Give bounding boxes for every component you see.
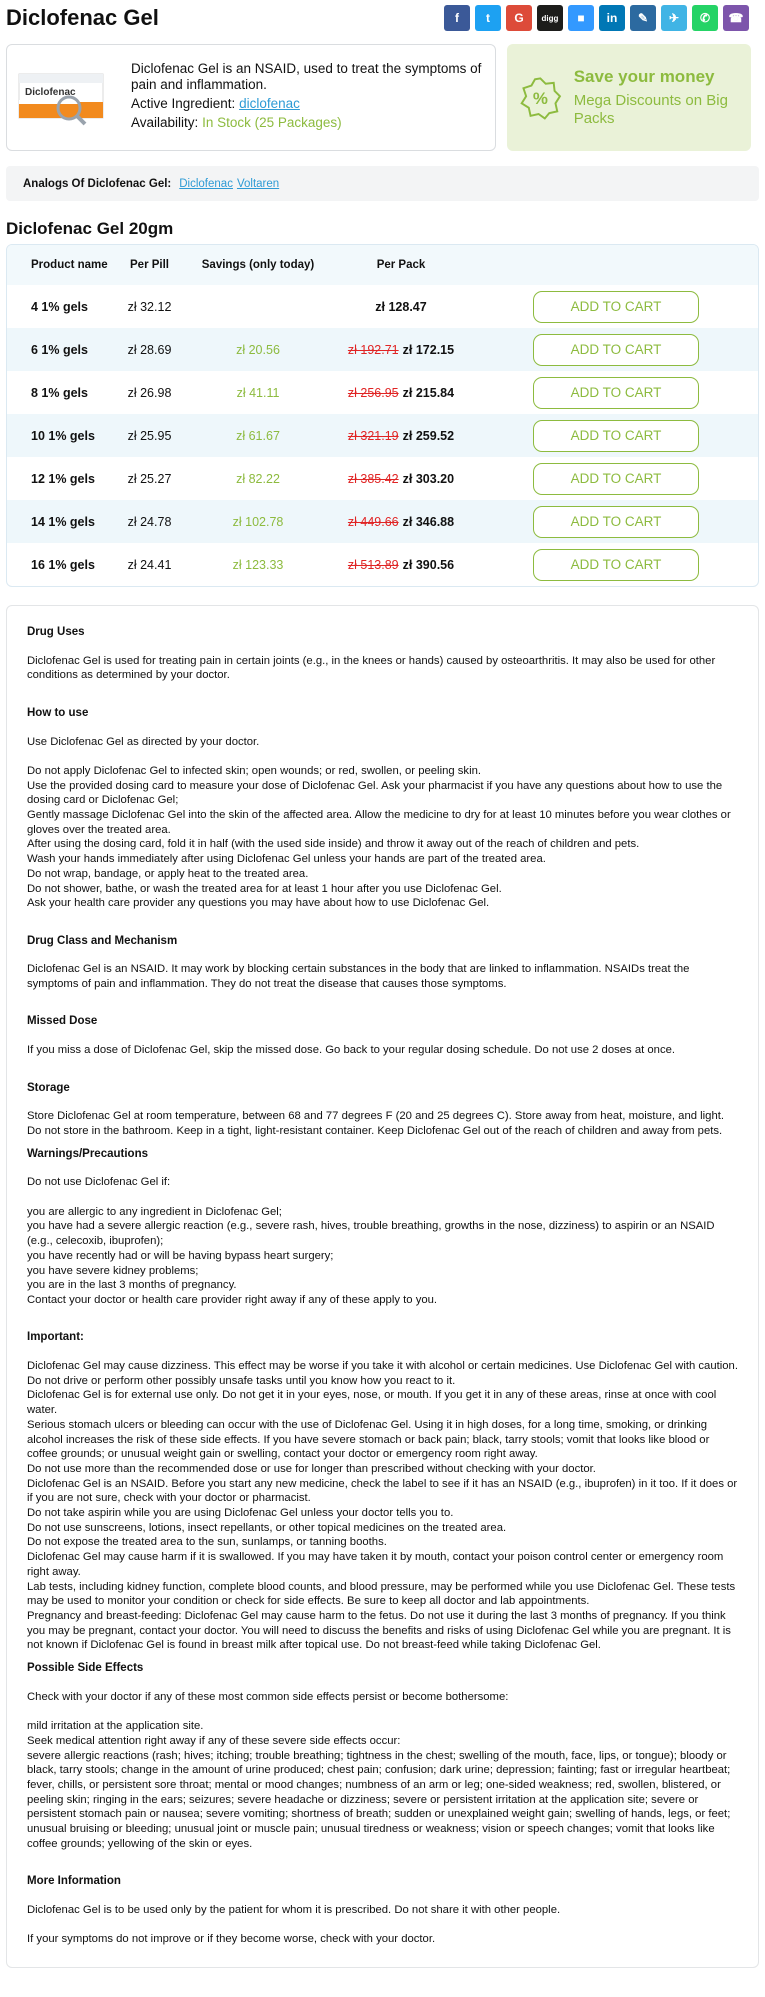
- product-description: Diclofenac Gel is an NSAID, used to treat the symptoms of pain and inflammation.: [131, 61, 482, 92]
- product-card: [6, 44, 496, 151]
- paragraph: Use Diclofenac Gel as directed by your doctor.: [27, 735, 260, 748]
- table-row: [7, 500, 758, 543]
- promo-subtitle: Mega Discounts on Big Packs: [573, 92, 728, 127]
- product-name-cell: 14 1% gels: [31, 514, 95, 529]
- old-price: zł 321.19: [347, 428, 399, 443]
- product-name-cell: 8 1% gels: [31, 385, 88, 400]
- paragraph: Use the provided dosing card to measure your dose of Diclofenac Gel. Ask your pharmacist if you have any questions about how to use the dosing card or Diclofenac Gel;: [27, 779, 723, 807]
- add-to-cart-button[interactable]: ADD TO CART: [533, 420, 699, 452]
- product-box-label: Diclofenac: [25, 87, 76, 98]
- price-table: [6, 244, 759, 587]
- paragraph: Diclofenac Gel is an NSAID. It may work by blocking certain substances in the body that are linked to inflammation. NSAIDs treat the symptoms of pain and inflammation. They do not treat the disease that causes those symptoms.: [27, 963, 690, 991]
- per-pill-cell: zł 25.27: [127, 471, 172, 486]
- page: [0, 1, 765, 1968]
- per-pack-cell: [328, 386, 474, 400]
- viber-icon[interactable]: ☎: [723, 5, 749, 31]
- paragraph: If your symptoms do not improve or if they become worse, check with your doctor.: [27, 1933, 436, 1946]
- paragraph: Check with your doctor if any of these most common side effects persist or become bothersome:: [27, 1690, 509, 1703]
- add-to-cart-button[interactable]: ADD TO CART: [533, 549, 699, 581]
- paragraph: you have had a severe allergic reaction (e.g., severe rash, hives, trouble breathing, growths in the nose, dizziness) to aspirin or an NSAID (e.g., celecoxib, ibuprofen);: [27, 1220, 715, 1248]
- paragraph: Contact your doctor or health care provider right away if any of these apply to you.: [27, 1293, 438, 1306]
- paragraph: Seek medical attention right away if any of these severe side effects occur:: [27, 1734, 401, 1747]
- spacer: [27, 1308, 738, 1323]
- analogs-label: Analogs Of Diclofenac Gel:: [23, 177, 172, 190]
- header-savings: Savings (only today): [201, 259, 315, 271]
- section-heading: Drug Class and Mechanism: [27, 934, 178, 947]
- old-price: zł 385.42: [347, 471, 399, 486]
- header-per-pill: Per Pill: [130, 259, 169, 271]
- ingredient-label: Active Ingredient:: [131, 96, 236, 111]
- section-heading: More Information: [27, 1875, 121, 1888]
- old-price: zł 256.95: [347, 385, 399, 400]
- old-price: zł 449.66: [347, 514, 399, 529]
- spacer: [27, 749, 738, 764]
- paragraph: Do not use more than the recommended dose or use for longer than prescribed without checking with your doctor.: [27, 1462, 596, 1475]
- linkedin-icon[interactable]: in: [599, 5, 625, 31]
- page-title: Diclofenac Gel: [6, 5, 159, 30]
- product-name-cell: 16 1% gels: [31, 557, 95, 572]
- product-info: [131, 55, 491, 131]
- paragraph: you have severe kidney problems;: [27, 1264, 199, 1277]
- promo-text: [574, 67, 751, 128]
- analog-link-voltaren[interactable]: Voltaren: [236, 177, 280, 190]
- section-heading: Storage: [27, 1081, 70, 1094]
- per-pill-cell: zł 25.95: [127, 428, 172, 443]
- current-price: zł 259.52: [402, 428, 455, 443]
- table-row: [7, 285, 758, 328]
- savings-cell: zł 41.11: [236, 385, 280, 400]
- table-row: [7, 371, 758, 414]
- paragraph: you are in the last 3 months of pregnancy.: [27, 1279, 237, 1292]
- per-pack-cell: [328, 558, 474, 572]
- add-to-cart-button[interactable]: ADD TO CART: [533, 334, 699, 366]
- section-heading: Possible Side Effects: [27, 1662, 144, 1675]
- paragraph: Pregnancy and breast-feeding: Diclofenac Gel may cause harm to the fetus. Do not use it during the last 3 months of pregnancy. If you think you may be pregnant, contact your doctor. You will need to discuss the benefits and risks of using Diclofenac Gel while you are pregnant. It is not known if Diclofenac Gel is found in breast milk after topical use. Do not breast-feed while taking Diclofenac Gel.: [27, 1609, 731, 1652]
- per-pack-cell: [328, 515, 474, 529]
- paragraph: Serious stomach ulcers or bleeding can occur with the use of Diclofenac Gel. Using it in high doses, for a long time, smoking, or drinking alcohol increases the risk of these side effects. If you have severe stomach or back pain; black, tarry stools; vomit that looks like blood or coffee grounds; or unusual weight gain or swelling, contact your doctor or emergency room right away.: [27, 1418, 710, 1461]
- section-heading: Missed Dose: [27, 1015, 98, 1028]
- paragraph: Do not use sunscreens, lotions, insect repellants, or other topical medicines on the treated area.: [27, 1521, 507, 1534]
- analog-link-diclofenac[interactable]: Diclofenac: [179, 177, 233, 190]
- add-to-cart-button[interactable]: ADD TO CART: [533, 291, 699, 323]
- product-box-icon: [17, 66, 113, 126]
- paragraph: Diclofenac Gel is to be used only by the patient for whom it is prescribed. Do not share it with other people.: [27, 1903, 561, 1916]
- spacer: [27, 911, 738, 926]
- paragraph: Lab tests, including kidney function, complete blood counts, and blood pressure, may be performed while you use Diclofenac Gel. These tests may be used to monitor your condition or check for side effects. Be sure to keep all doctor and lab appointments.: [27, 1580, 736, 1608]
- old-price: zł 192.71: [347, 342, 399, 357]
- table-header: [7, 245, 758, 285]
- table-body: [7, 285, 758, 586]
- current-price: zł 390.56: [402, 557, 455, 572]
- paragraph: Do not apply Diclofenac Gel to infected skin; open wounds; or red, swollen, or peeling skin.: [27, 764, 482, 777]
- current-price: zł 346.88: [402, 514, 455, 529]
- product-name-cell: 4 1% gels: [31, 299, 88, 314]
- link-icon[interactable]: ✎: [630, 5, 656, 31]
- discount-glyph: %: [532, 88, 548, 108]
- paragraph: you are allergic to any ingredient in Diclofenac Gel;: [27, 1205, 282, 1218]
- per-pill-cell: zł 24.78: [127, 514, 172, 529]
- paragraph: If you miss a dose of Diclofenac Gel, skip the missed dose. Go back to your regular dosing schedule. Do not use 2 doses at once.: [27, 1044, 676, 1057]
- spacer: [27, 992, 738, 1007]
- savings-cell: zł 102.78: [232, 514, 284, 529]
- add-to-cart-button[interactable]: ADD TO CART: [533, 463, 699, 495]
- spacer: [27, 1190, 738, 1205]
- spacer: [27, 1852, 738, 1867]
- paragraph: Do not use Diclofenac Gel if:: [27, 1176, 171, 1189]
- product-header: [6, 44, 759, 151]
- product-name-cell: 10 1% gels: [31, 428, 95, 443]
- per-pill-cell: zł 28.69: [127, 342, 172, 357]
- paragraph: After using the dosing card, fold it in half (with the used side inside) and throw it away out of the reach of children and pets.: [27, 838, 640, 851]
- active-ingredient: [131, 96, 491, 112]
- current-price: zł 303.20: [402, 471, 455, 486]
- paragraph: Do not shower, bathe, or wash the treated area for at least 1 hour after you use Diclofenac Gel.: [27, 882, 502, 895]
- savings-cell: zł 82.22: [236, 471, 280, 486]
- paragraph: Do not wrap, bandage, or apply heat to the treated area.: [27, 867, 309, 880]
- savings-cell: zł 20.56: [236, 342, 280, 357]
- section-heading: How to use: [27, 706, 89, 719]
- pack-title: Diclofenac Gel 20gm: [6, 219, 174, 238]
- paragraph: Store Diclofenac Gel at room temperature, between 68 and 77 degrees F (20 and 25 degrees C). Store away from heat, moisture, and light. Do not store in the bathroom. Keep in a tight, light-resistant container. Keep Diclofenac Gel out of the reach of children and away from pets.: [27, 1110, 725, 1137]
- paragraph: Gently massage Diclofenac Gel into the skin of the affected area. Allow the medicine to dry for at least 10 minutes before you wear clothes or gloves over the treated area.: [27, 809, 731, 836]
- section-heading: Drug Uses: [27, 626, 85, 638]
- paragraph: Diclofenac Gel is for external use only. Do not get it in your eyes, nose, or mouth. If you get it in any of these areas, rinse at once with cool water.: [27, 1389, 717, 1417]
- current-price: zł 172.15: [402, 342, 455, 357]
- spacer: [27, 683, 738, 698]
- google-icon[interactable]: G: [506, 5, 532, 31]
- header-product-name: Product name: [31, 259, 108, 271]
- availability: [131, 115, 491, 131]
- savings-cell: zł 123.33: [232, 557, 284, 572]
- table-row: [7, 543, 758, 586]
- promo-card: [507, 44, 751, 151]
- section-heading: Warnings/Precautions: [27, 1147, 148, 1160]
- paragraph: mild irritation at the application site.: [27, 1720, 204, 1733]
- header: [6, 1, 759, 35]
- add-to-cart-button[interactable]: ADD TO CART: [533, 506, 699, 538]
- current-price: zł 215.84: [402, 385, 455, 400]
- per-pill-cell: zł 24.41: [127, 557, 172, 572]
- table-row: [7, 457, 758, 500]
- paragraph: Diclofenac Gel may cause dizziness. This effect may be worse if you take it with alcohol or certain medicines. Use Diclofenac Gel with caution. Do not drive or perform other possibly unsafe tasks until you know how you react to it.: [27, 1360, 738, 1387]
- paragraph: you have recently had or will be having bypass heart surgery;: [27, 1249, 334, 1262]
- product-name-cell: 12 1% gels: [31, 471, 95, 486]
- paragraph: Diclofenac Gel may cause harm if it is swallowed. If you may have taken it by mouth, contact your poison control center or emergency room right away.: [27, 1551, 724, 1578]
- paragraph: Wash your hands immediately after using Diclofenac Gel unless your hands are part of the treated area.: [27, 853, 546, 866]
- availability-value: In Stock (25 Packages): [202, 115, 342, 130]
- table-row: [7, 328, 758, 371]
- paragraph: Do not take aspirin while you are using Diclofenac Gel unless your doctor tells you to.: [27, 1507, 454, 1520]
- availability-label: Availability:: [131, 115, 199, 130]
- add-to-cart-button[interactable]: ADD TO CART: [533, 377, 699, 409]
- discount-badge-icon: [519, 74, 562, 122]
- twitter-icon[interactable]: t: [475, 5, 501, 31]
- per-pack-cell: [328, 343, 474, 357]
- paragraph: Ask your health care provider any questions you may have about how to use Diclofenac Gel.: [27, 897, 490, 910]
- old-price: zł 513.89: [347, 557, 399, 572]
- per-pack-cell: [328, 472, 474, 486]
- per-pack-cell: [328, 300, 474, 314]
- per-pill-cell: zł 32.12: [127, 299, 172, 314]
- paragraph: severe allergic reactions (rash; hives; itching; trouble breathing; tightness in the chest; swelling of the mouth, face, lips, or tongue); bloody or black, tarry stools; change in the amount of urine produced; chest pain; confusion; dark urine; depression; fainting; fast or irregular heartbeat; fever, chills, or persistent sore throat; mental or mood changes; numbness of an arm or leg; one-sided weakness; red, swollen, blistered, or peeling skin; ringing in the ears; seizures; severe headache or dizziness; severe or persistent irritation at the application site; severe or persistent stomach pain or nausea; severe vomiting; shortness of breath; sudden or unexplained weight gain; swelling of hands, legs, or feet; unusual bruising or bleeding; unusual joint or muscle pain; unusual tiredness or weakness; vision or speech changes; vomit that looks like coffee grounds; yellowing of the skin or eyes.: [27, 1749, 731, 1850]
- per-pack-cell: [328, 429, 474, 443]
- product-name-cell: 6 1% gels: [31, 342, 88, 357]
- table-row: [7, 414, 758, 457]
- header-per-pack: Per Pack: [376, 259, 426, 271]
- ingredient-link[interactable]: diclofenac: [239, 96, 300, 111]
- whatsapp-icon[interactable]: ✆: [692, 5, 718, 31]
- paragraph: Do not expose the treated area to the sun, sunlamps, or tanning booths.: [27, 1536, 387, 1549]
- digg-icon[interactable]: digg: [537, 5, 563, 31]
- facebook-icon[interactable]: f: [444, 5, 470, 31]
- bird-icon[interactable]: ✈: [661, 5, 687, 31]
- promo-title: Save your money: [573, 67, 715, 86]
- share-bar: [444, 5, 759, 31]
- analogs-bar: [6, 166, 759, 201]
- spacer: [27, 1918, 738, 1933]
- drug-info-article: [6, 605, 759, 1968]
- paragraph: Diclofenac Gel is used for treating pain in certain joints (e.g., in the knees or hands) caused by osteoarthritis. It may also be used for other conditions as determined by your doctor.: [27, 654, 716, 682]
- per-pill-cell: zł 26.98: [127, 385, 172, 400]
- spacer: [27, 1704, 738, 1719]
- savings-cell: zł 61.67: [236, 428, 280, 443]
- current-price: zł 128.47: [375, 299, 427, 314]
- spacer: [27, 1058, 738, 1073]
- paragraph: Diclofenac Gel is an NSAID. Before you start any new medicine, check the label to see if it has an NSAID (e.g., ibuprofen) in it too. If it does or if you are not sure, check with your doctor or pharmacist.: [27, 1477, 738, 1505]
- delicious-icon[interactable]: ■: [568, 5, 594, 31]
- section-heading: Important:: [27, 1331, 84, 1344]
- product-image: [17, 66, 113, 126]
